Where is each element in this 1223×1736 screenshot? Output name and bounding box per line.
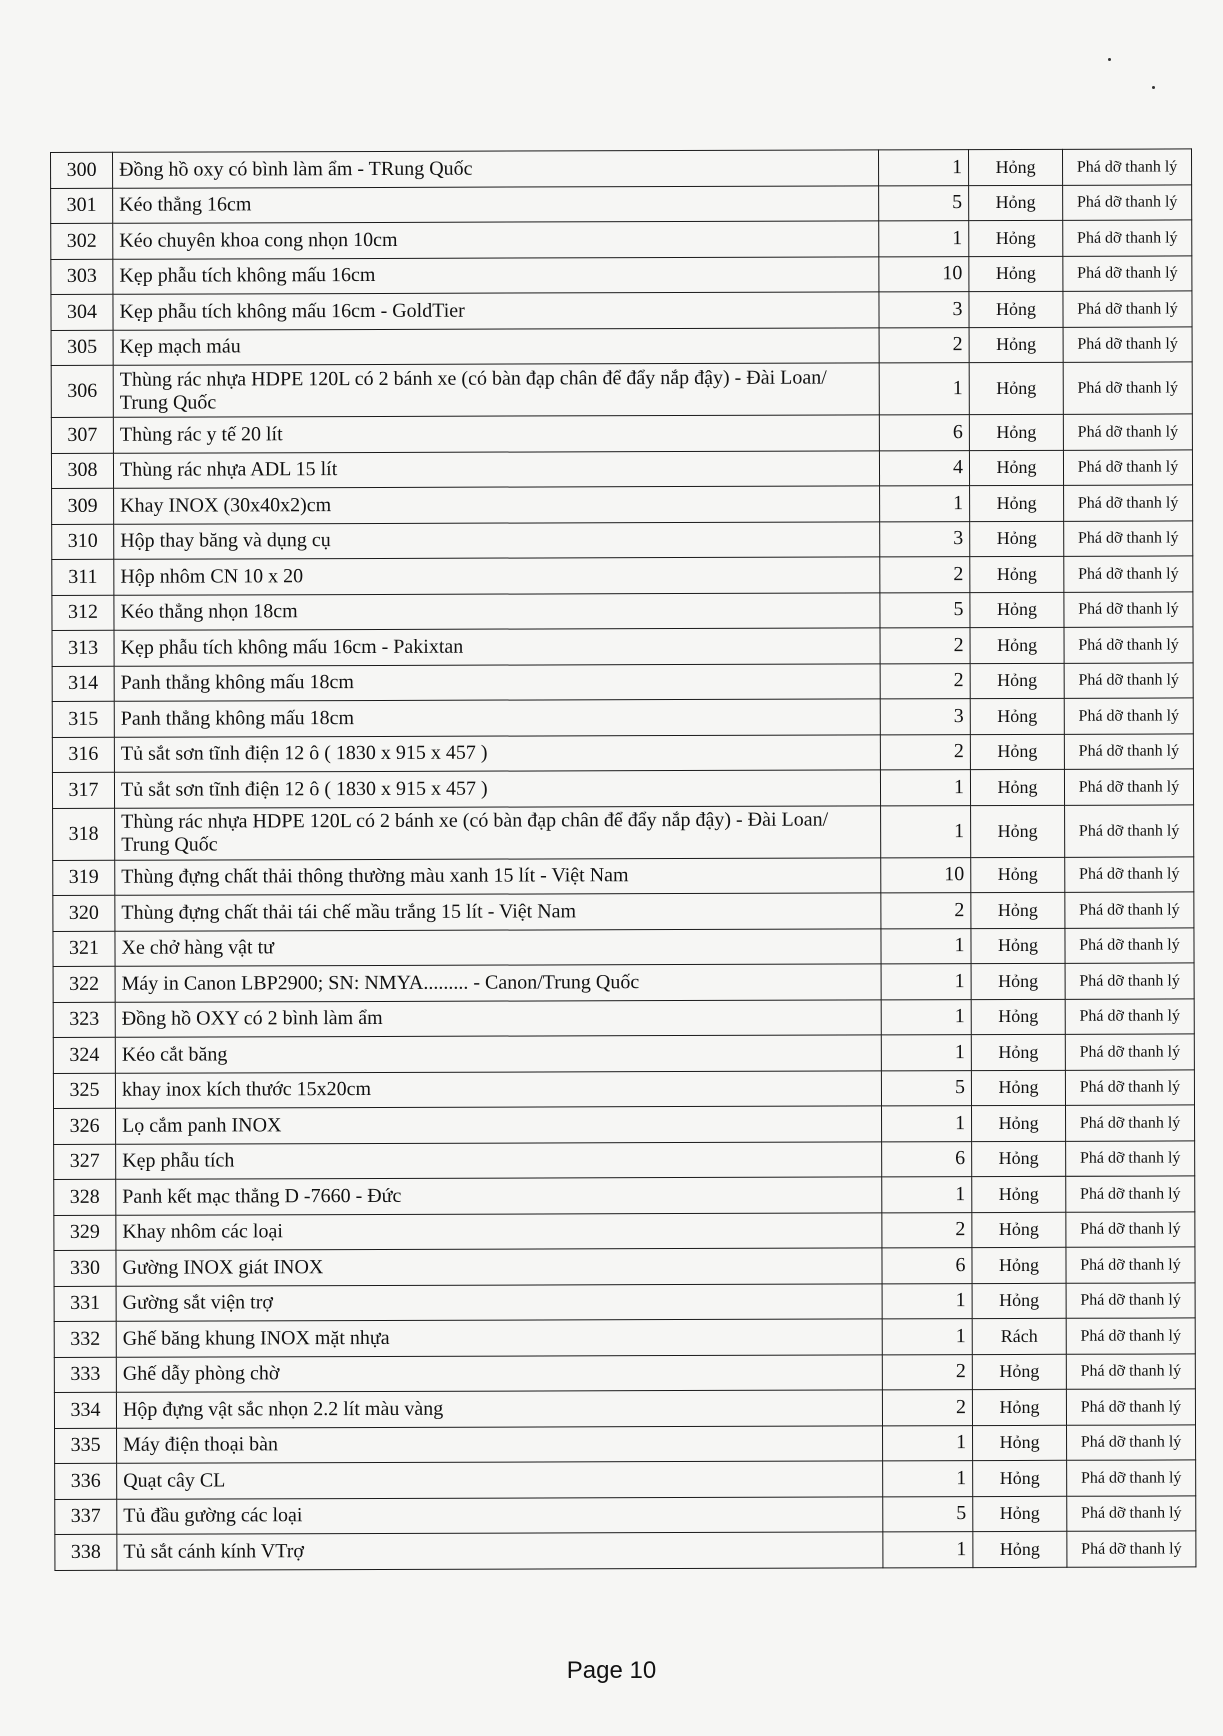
row-number-cell: 323: [53, 1002, 115, 1038]
quantity-cell: 1: [879, 363, 969, 415]
item-name-cell: Tủ sắt sơn tĩnh điện 12 ô ( 1830 x 915 x 457 ): [114, 734, 880, 772]
item-name-cell: Kéo thẳng 16cm: [113, 185, 879, 223]
status-cell: Hỏng: [972, 1176, 1066, 1212]
table-row: [51, 414, 1192, 453]
row-number-cell: 331: [54, 1286, 116, 1322]
table-row: [53, 927, 1194, 966]
row-number-cell: 318: [53, 808, 115, 860]
status-cell: Hỏng: [972, 1389, 1066, 1425]
note-cell: Phá dỡ thanh lý: [1066, 1176, 1195, 1212]
row-number-cell: 329: [54, 1215, 116, 1251]
note-cell: Phá dỡ thanh lý: [1065, 804, 1194, 856]
item-name-cell: Kéo thẳng nhọn 18cm: [114, 592, 880, 630]
item-name-cell: Kẹp phẫu tích không mấu 16cm - Pakixtan: [114, 628, 880, 666]
table-row: [55, 1424, 1196, 1463]
row-number-cell: 300: [51, 152, 113, 188]
row-number-cell: 307: [51, 417, 113, 453]
status-cell: Hỏng: [971, 928, 1065, 964]
status-cell: Hỏng: [972, 1283, 1066, 1319]
quantity-cell: 2: [880, 557, 970, 593]
row-number-cell: 314: [52, 666, 114, 702]
status-cell: Hỏng: [969, 414, 1063, 450]
table-row: [54, 1211, 1195, 1250]
table-row: [52, 485, 1193, 524]
item-name-cell: khay inox kích thước 15x20cm: [115, 1070, 881, 1108]
quantity-cell: 1: [881, 964, 971, 1000]
status-cell: Hỏng: [972, 1212, 1066, 1248]
status-cell: Hỏng: [970, 698, 1064, 734]
scan-speck: [1108, 58, 1111, 61]
row-number-cell: 304: [51, 294, 113, 330]
note-cell: Phá dỡ thanh lý: [1066, 1389, 1195, 1425]
table-row: [52, 769, 1193, 808]
table-row: [51, 255, 1192, 294]
note-cell: Phá dỡ thanh lý: [1065, 892, 1194, 928]
quantity-cell: 1: [878, 150, 968, 186]
table-row: [54, 1176, 1195, 1215]
quantity-cell: 1: [883, 1532, 973, 1568]
note-cell: Phá dỡ thanh lý: [1065, 998, 1194, 1034]
row-number-cell: 315: [52, 701, 114, 737]
row-number-cell: 330: [54, 1250, 116, 1286]
row-number-cell: 303: [51, 259, 113, 295]
note-cell: Phá dỡ thanh lý: [1067, 1424, 1196, 1460]
quantity-cell: 5: [879, 185, 969, 221]
table-row: [53, 998, 1194, 1037]
note-cell: Phá dỡ thanh lý: [1066, 1353, 1195, 1389]
status-cell: Hỏng: [969, 185, 1063, 221]
row-number-cell: 334: [54, 1392, 116, 1428]
status-cell: Hỏng: [971, 892, 1065, 928]
item-name-cell: Thùng rác nhựa ADL 15 lít: [113, 450, 879, 488]
status-cell: Hỏng: [970, 485, 1064, 521]
table-row: [53, 1034, 1194, 1073]
note-cell: Phá dỡ thanh lý: [1063, 449, 1192, 485]
status-cell: Hỏng: [972, 1354, 1066, 1390]
quantity-cell: 2: [881, 893, 971, 929]
note-cell: Phá dỡ thanh lý: [1063, 414, 1192, 450]
status-cell: Hỏng: [971, 805, 1065, 857]
note-cell: Phá dỡ thanh lý: [1063, 184, 1192, 220]
row-number-cell: 324: [53, 1037, 115, 1073]
quantity-cell: 2: [882, 1354, 972, 1390]
note-cell: Phá dỡ thanh lý: [1066, 1247, 1195, 1283]
table-row: [51, 449, 1192, 488]
item-name-cell: Thùng đựng chất thải tái chế mầu trắng 15 lít - Việt Nam: [115, 893, 881, 931]
row-number-cell: 328: [54, 1179, 116, 1215]
table-row: [54, 1105, 1195, 1144]
table-row: [52, 520, 1193, 559]
status-cell: Hỏng: [971, 1034, 1065, 1070]
item-name-cell: Khay nhôm các loại: [116, 1212, 882, 1250]
status-cell: Hỏng: [971, 999, 1065, 1035]
status-cell: Hỏng: [970, 627, 1064, 663]
item-name-cell: Panh thẳng không mấu 18cm: [114, 699, 880, 737]
note-cell: Phá dỡ thanh lý: [1066, 1140, 1195, 1176]
table-row: [54, 1353, 1195, 1392]
status-cell: Hỏng: [973, 1425, 1067, 1461]
status-cell: Hỏng: [970, 521, 1064, 557]
item-name-cell: Hộp nhôm CN 10 x 20: [114, 557, 880, 595]
item-name-cell: Thùng rác nhựa HDPE 120L có 2 bánh xe (có bàn đạp chân để đẩy nắp đậy) - Đài Loan/ Trung Quốc: [115, 805, 881, 859]
table-row: [54, 1247, 1195, 1286]
status-cell: Hỏng: [969, 327, 1063, 363]
note-cell: Phá dỡ thanh lý: [1065, 927, 1194, 963]
item-name-cell: Kẹp phẫu tích không mấu 16cm - GoldTier: [113, 292, 879, 330]
note-cell: Phá dỡ thanh lý: [1065, 1105, 1194, 1141]
table-row: [51, 362, 1192, 418]
row-number-cell: 305: [51, 330, 113, 366]
note-cell: Phá dỡ thanh lý: [1063, 220, 1192, 256]
quantity-cell: 5: [883, 1496, 973, 1532]
note-cell: Phá dỡ thanh lý: [1064, 698, 1193, 734]
table-row: [51, 220, 1192, 259]
table-row: [51, 291, 1192, 330]
item-name-cell: Kéo chuyên khoa cong nhọn 10cm: [113, 221, 879, 259]
note-cell: Phá dỡ thanh lý: [1064, 485, 1193, 521]
item-name-cell: Panh kết mạc thẳng D -7660 - Đức: [116, 1177, 882, 1215]
item-name-cell: Hộp thay băng và dụng cụ: [114, 521, 880, 559]
row-number-cell: 313: [52, 630, 114, 666]
status-cell: Hỏng: [970, 556, 1064, 592]
row-number-cell: 332: [54, 1321, 116, 1357]
quantity-cell: 2: [880, 734, 970, 770]
item-name-cell: Gường sắt viện trợ: [116, 1283, 882, 1321]
row-number-cell: 325: [53, 1073, 115, 1109]
row-number-cell: 306: [51, 365, 113, 417]
quantity-cell: 6: [882, 1141, 972, 1177]
inventory-table: [50, 148, 1196, 1570]
item-name-cell: Panh thẳng không mấu 18cm: [114, 663, 880, 701]
quantity-cell: 2: [880, 628, 970, 664]
table-row: [51, 184, 1192, 223]
status-cell: Hỏng: [969, 450, 1063, 486]
row-number-cell: 310: [52, 524, 114, 560]
quantity-cell: 1: [882, 1283, 972, 1319]
page-number: Page 10: [566, 1657, 657, 1684]
quantity-cell: 10: [879, 256, 969, 292]
quantity-cell: 1: [879, 221, 969, 257]
table-row: [53, 1069, 1194, 1108]
table-row: [53, 856, 1194, 895]
quantity-cell: 1: [883, 1425, 973, 1461]
table-row: [52, 662, 1193, 701]
quantity-cell: 1: [882, 1177, 972, 1213]
quantity-cell: 5: [880, 592, 970, 628]
status-cell: Hỏng: [971, 963, 1065, 999]
note-cell: Phá dỡ thanh lý: [1067, 1460, 1196, 1496]
table-row: [55, 1460, 1196, 1499]
note-cell: Phá dỡ thanh lý: [1063, 326, 1192, 362]
status-cell: Hỏng: [973, 1496, 1067, 1532]
item-name-cell: Ghế dẫy phòng chờ: [116, 1354, 882, 1392]
status-cell: Hỏng: [969, 291, 1063, 327]
note-cell: Phá dỡ thanh lý: [1064, 591, 1193, 627]
row-number-cell: 301: [51, 188, 113, 224]
quantity-cell: 3: [879, 292, 969, 328]
note-cell: Phá dỡ thanh lý: [1067, 1531, 1196, 1567]
status-cell: Hỏng: [971, 857, 1065, 893]
inventory-table-body: [51, 149, 1196, 1570]
item-name-cell: Kẹp phẫu tích: [116, 1141, 882, 1179]
quantity-cell: 6: [882, 1248, 972, 1284]
table-row: [54, 1318, 1195, 1357]
quantity-cell: 2: [879, 327, 969, 363]
note-cell: Phá dỡ thanh lý: [1062, 149, 1191, 185]
row-number-cell: 337: [55, 1499, 117, 1535]
status-cell: Hỏng: [969, 220, 1063, 256]
row-number-cell: 309: [52, 488, 114, 524]
status-cell: Hỏng: [968, 149, 1062, 185]
row-number-cell: 322: [53, 966, 115, 1002]
quantity-cell: 1: [880, 486, 970, 522]
note-cell: Phá dỡ thanh lý: [1066, 1318, 1195, 1354]
row-number-cell: 312: [52, 595, 114, 631]
note-cell: Phá dỡ thanh lý: [1063, 291, 1192, 327]
table-row: [54, 1140, 1195, 1179]
note-cell: Phá dỡ thanh lý: [1064, 662, 1193, 698]
table-row: [54, 1282, 1195, 1321]
status-cell: Hỏng: [970, 663, 1064, 699]
table-row: [52, 591, 1193, 630]
table-row: [51, 149, 1192, 188]
item-name-cell: Kéo cắt băng: [115, 1035, 881, 1073]
item-name-cell: Kẹp mạch máu: [113, 327, 879, 365]
row-number-cell: 311: [52, 559, 114, 595]
item-name-cell: Máy điện thoại bàn: [117, 1425, 883, 1463]
quantity-cell: 1: [883, 1461, 973, 1497]
row-number-cell: 308: [51, 453, 113, 489]
item-name-cell: Lọ cắm panh INOX: [116, 1106, 882, 1144]
status-cell: Hỏng: [969, 256, 1063, 292]
table-row: [55, 1531, 1196, 1570]
note-cell: Phá dỡ thanh lý: [1064, 769, 1193, 805]
item-name-cell: Máy in Canon LBP2900; SN: NMYA......... - Canon/Trung Quốc: [115, 964, 881, 1002]
table-row: [52, 556, 1193, 595]
row-number-cell: 320: [53, 895, 115, 931]
quantity-cell: 6: [879, 415, 969, 451]
item-name-cell: Xe chở hàng vật tư: [115, 928, 881, 966]
note-cell: Phá dỡ thanh lý: [1064, 520, 1193, 556]
table-row: [55, 1495, 1196, 1534]
table-row: [51, 326, 1192, 365]
row-number-cell: 326: [54, 1108, 116, 1144]
row-number-cell: 317: [52, 772, 114, 808]
item-name-cell: Thùng rác y tế 20 lít: [113, 415, 879, 453]
status-cell: Hỏng: [970, 734, 1064, 770]
quantity-cell: 1: [880, 770, 970, 806]
row-number-cell: 338: [55, 1534, 117, 1570]
item-name-cell: Tủ đầu gường các loại: [117, 1496, 883, 1534]
scan-speck: [1152, 86, 1155, 89]
status-cell: Rách: [972, 1318, 1066, 1354]
table-row: [53, 892, 1194, 931]
row-number-cell: 335: [55, 1428, 117, 1464]
note-cell: Phá dỡ thanh lý: [1065, 1034, 1194, 1070]
quantity-cell: 2: [880, 663, 970, 699]
table-row: [52, 627, 1193, 666]
status-cell: Hỏng: [972, 1247, 1066, 1283]
status-cell: Hỏng: [969, 362, 1063, 414]
item-name-cell: Tủ sắt cánh kính VTrợ: [117, 1532, 883, 1570]
table-row: [54, 1389, 1195, 1428]
note-cell: Phá dỡ thanh lý: [1067, 1495, 1196, 1531]
item-name-cell: Ghế băng khung INOX mặt nhựa: [116, 1319, 882, 1357]
status-cell: Hỏng: [972, 1105, 1066, 1141]
row-number-cell: 302: [51, 223, 113, 259]
status-cell: Hỏng: [973, 1460, 1067, 1496]
item-name-cell: Tủ sắt sơn tĩnh điện 12 ô ( 1830 x 915 x 457 ): [114, 770, 880, 808]
note-cell: Phá dỡ thanh lý: [1064, 556, 1193, 592]
quantity-cell: 4: [879, 450, 969, 486]
note-cell: Phá dỡ thanh lý: [1066, 1211, 1195, 1247]
quantity-cell: 10: [881, 857, 971, 893]
note-cell: Phá dỡ thanh lý: [1065, 856, 1194, 892]
quantity-cell: 2: [882, 1212, 972, 1248]
status-cell: Hỏng: [972, 1141, 1066, 1177]
item-name-cell: Đồng hồ oxy có bình làm ẩm - TRung Quốc: [113, 150, 879, 188]
row-number-cell: 316: [52, 737, 114, 773]
item-name-cell: Thùng rác nhựa HDPE 120L có 2 bánh xe (có bàn đạp chân để đẩy nắp đậy) - Đài Loan/ Trung Quốc: [113, 363, 879, 417]
item-name-cell: Hộp đựng vật sắc nhọn 2.2 lít màu vàng: [116, 1390, 882, 1428]
note-cell: Phá dỡ thanh lý: [1064, 733, 1193, 769]
quantity-cell: 2: [882, 1390, 972, 1426]
row-number-cell: 321: [53, 931, 115, 967]
item-name-cell: Đồng hồ OXY có 2 bình làm ẩm: [115, 999, 881, 1037]
table-row: [52, 733, 1193, 772]
item-name-cell: Gường INOX giát INOX: [116, 1248, 882, 1286]
quantity-cell: 5: [881, 1070, 971, 1106]
note-cell: Phá dỡ thanh lý: [1063, 255, 1192, 291]
quantity-cell: 1: [881, 999, 971, 1035]
row-number-cell: 327: [54, 1144, 116, 1180]
note-cell: Phá dỡ thanh lý: [1065, 1069, 1194, 1105]
row-number-cell: 336: [55, 1463, 117, 1499]
note-cell: Phá dỡ thanh lý: [1065, 963, 1194, 999]
item-name-cell: Thùng đựng chất thải thông thường màu xanh 15 lít - Việt Nam: [115, 857, 881, 895]
item-name-cell: Kẹp phẫu tích không mấu 16cm: [113, 256, 879, 294]
status-cell: Hỏng: [973, 1531, 1067, 1567]
table-row: [53, 963, 1194, 1002]
quantity-cell: 1: [881, 928, 971, 964]
note-cell: Phá dỡ thanh lý: [1063, 362, 1192, 414]
table-row: [52, 698, 1193, 737]
table-row: [53, 804, 1194, 860]
quantity-cell: 3: [880, 699, 970, 735]
note-cell: Phá dỡ thanh lý: [1066, 1282, 1195, 1318]
quantity-cell: 1: [881, 1035, 971, 1071]
status-cell: Hỏng: [970, 592, 1064, 628]
quantity-cell: 1: [881, 805, 971, 857]
item-name-cell: Khay INOX (30x40x2)cm: [114, 486, 880, 524]
row-number-cell: 333: [54, 1357, 116, 1393]
row-number-cell: 319: [53, 860, 115, 896]
quantity-cell: 3: [880, 521, 970, 557]
quantity-cell: 1: [882, 1106, 972, 1142]
quantity-cell: 1: [882, 1319, 972, 1355]
item-name-cell: Quạt cây CL: [117, 1461, 883, 1499]
status-cell: Hỏng: [971, 1070, 1065, 1106]
status-cell: Hỏng: [970, 769, 1064, 805]
note-cell: Phá dỡ thanh lý: [1064, 627, 1193, 663]
